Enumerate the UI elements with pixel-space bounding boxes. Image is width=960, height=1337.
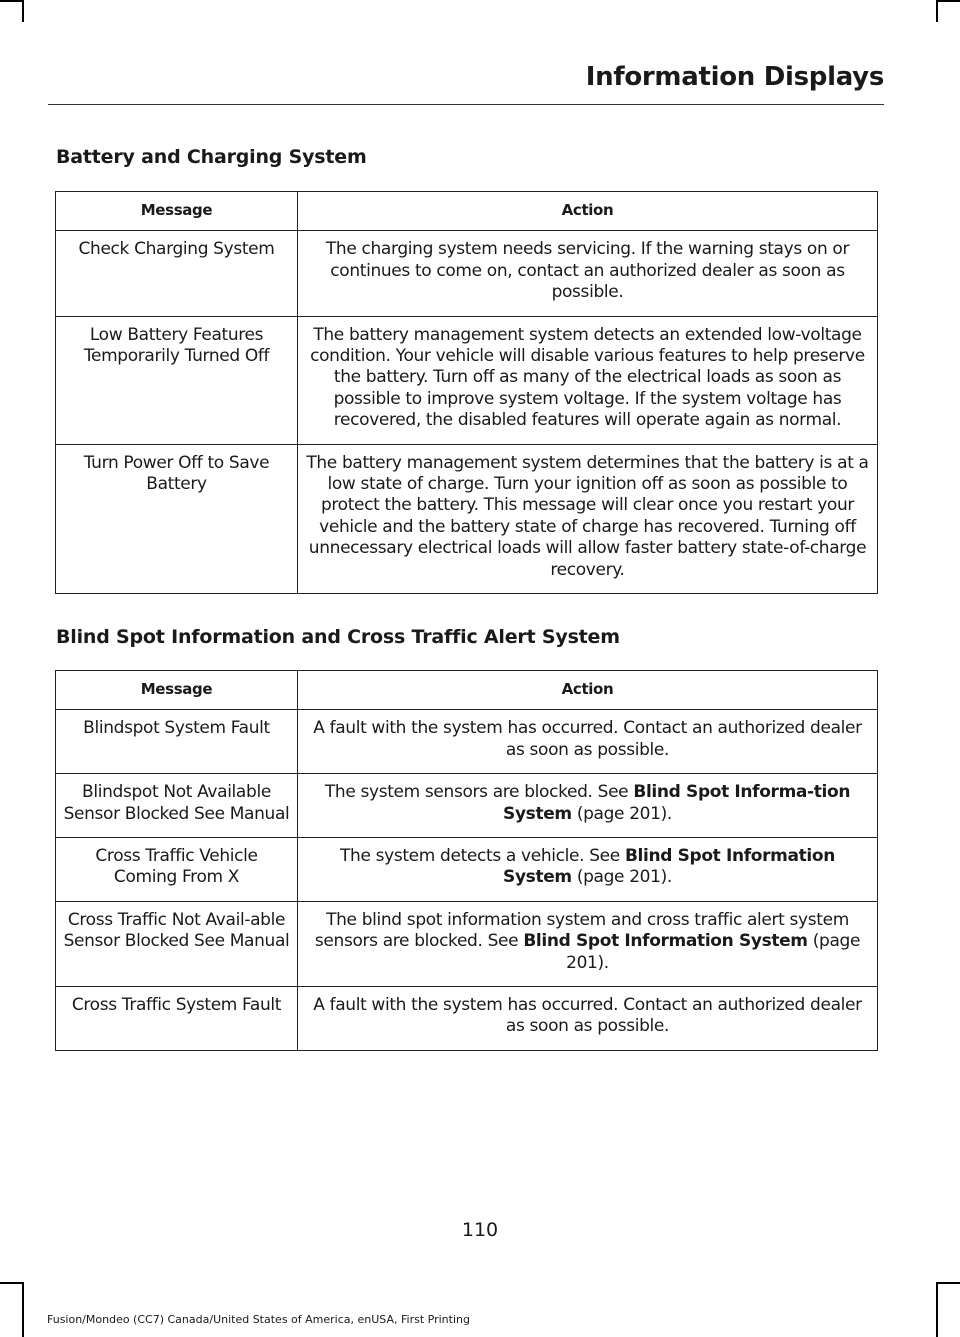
page-number: 110 [461, 1219, 499, 1241]
action-cell: The battery management system determines that the battery is at a low state of charge. Turn your ignition off as soon as possible to protect the battery. This message will clear once you restart your vehicle and the battery state of charge has recovered. Turning off unnecessary electrical loads will allow faster battery state-of-charge recovery. [298, 444, 878, 593]
crop-mark [936, 0, 960, 2]
message-cell: Check Charging System [56, 231, 298, 316]
column-header-action: Action [298, 671, 878, 710]
battery-message-table [55, 191, 878, 594]
action-cell: The charging system needs servicing. If the warning stays on or continues to come on, contact an authorized dealer as soon as possible. [298, 231, 878, 316]
blind-spot-message-table [55, 670, 878, 1051]
action-cell [298, 901, 878, 986]
table-row [56, 901, 878, 986]
table-row [56, 710, 878, 774]
page-reference: (page 201). [566, 931, 861, 973]
crop-mark [22, 1282, 24, 1337]
table-row [56, 838, 878, 902]
action-text: The blind spot information system and cross traffic alert system sensors are blocked. See [314, 909, 849, 952]
action-cell [298, 774, 878, 838]
message-cell: Blindspot System Fault [56, 710, 298, 774]
cross-reference-link[interactable]: Blind Spot Informa-tion System [503, 782, 851, 824]
crop-mark [936, 0, 938, 22]
message-cell: Cross Traffic Not Avail-able Sensor Blocked See Manual [56, 901, 298, 986]
message-cell: Cross Traffic System Fault [56, 987, 298, 1051]
section-title-battery: Battery and Charging System [56, 146, 367, 168]
column-header-message: Message [56, 671, 298, 710]
message-cell: Blindspot Not Available Sensor Blocked See Manual [56, 774, 298, 838]
action-cell: The battery management system detects an extended low-voltage condition. Your vehicle will disable various features to help preserve the battery. Turn off as many of the electrical loads as soon as possible to improve system voltage. If the system voltage has recovered, the disabled features will operate again as normal. [298, 316, 878, 444]
footer-text: Fusion/Mondeo (CC7) Canada/United States of America, enUSA, First Printing [47, 1313, 470, 1326]
crop-mark [22, 0, 24, 22]
message-cell: Turn Power Off to Save Battery [56, 444, 298, 593]
table-header-row [56, 671, 878, 710]
table-row [56, 444, 878, 593]
action-cell: A fault with the system has occurred. Contact an authorized dealer as soon as possible. [298, 987, 878, 1051]
cross-reference-link[interactable]: Blind Spot Information System [523, 931, 808, 952]
crop-mark [0, 1282, 22, 1284]
page-reference: (page 201). [571, 803, 672, 824]
crop-mark [0, 0, 24, 2]
table-header-row [56, 192, 878, 231]
table-row [56, 774, 878, 838]
message-cell: Cross Traffic Vehicle Coming From X [56, 838, 298, 902]
table-row [56, 987, 878, 1051]
crop-mark [936, 1282, 938, 1337]
cross-reference-link[interactable]: Blind Spot Information System [503, 846, 835, 888]
action-cell [298, 838, 878, 902]
section-title-blind-spot: Blind Spot Information and Cross Traffic Alert System [56, 626, 620, 648]
column-header-message: Message [56, 192, 298, 231]
message-cell: Low Battery Features Temporarily Turned Off [56, 316, 298, 444]
crop-mark [938, 1282, 960, 1284]
table-row [56, 231, 878, 316]
column-header-action: Action [298, 192, 878, 231]
action-text: The system sensors are blocked. See [324, 782, 634, 803]
page-reference: (page 201). [571, 867, 672, 888]
action-text: The system detects a vehicle. See [340, 846, 625, 867]
page-header-title: Information Displays [48, 62, 884, 105]
table-row [56, 316, 878, 444]
action-cell: A fault with the system has occurred. Contact an authorized dealer as soon as possible. [298, 710, 878, 774]
